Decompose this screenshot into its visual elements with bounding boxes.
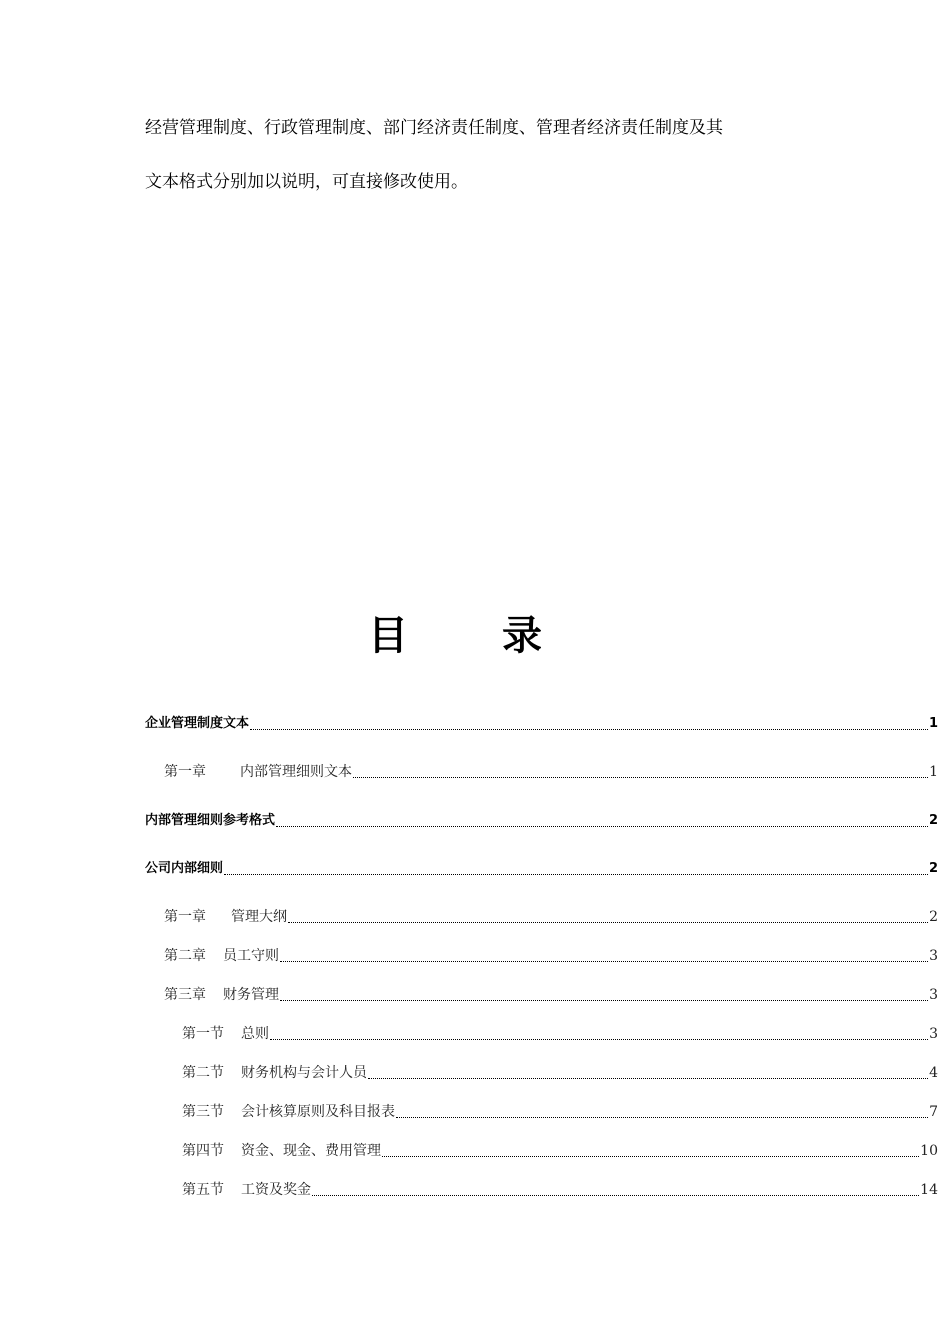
toc-entry[interactable] xyxy=(145,809,938,833)
toc-entry-number: 第三节 xyxy=(182,1104,224,1120)
toc-leader-dots xyxy=(312,1194,919,1196)
toc-entry-number: 第二章 xyxy=(164,948,206,964)
toc-entry-page: 4 xyxy=(929,1065,938,1081)
toc-entry[interactable] xyxy=(145,1022,938,1046)
toc-entry[interactable] xyxy=(145,905,938,929)
toc-entry-page: 3 xyxy=(929,1026,938,1042)
toc-entry-number: 第四节 xyxy=(182,1143,224,1159)
toc-entry-label: 内部管理细则参考格式 xyxy=(145,813,276,828)
toc-title: 目 录 xyxy=(368,612,582,659)
toc-entry[interactable] xyxy=(145,1061,938,1085)
toc-entry[interactable] xyxy=(145,857,938,881)
toc-entry-label: 财务机构与会计人员 xyxy=(241,1065,367,1081)
toc-entry[interactable] xyxy=(145,944,938,968)
toc-entry-label: 管理大纲 xyxy=(231,909,287,925)
table-of-contents xyxy=(145,708,938,1202)
toc-leader-dots xyxy=(276,825,928,827)
toc-entry-page: 7 xyxy=(929,1104,938,1120)
toc-entry-number: 第一章 xyxy=(164,764,206,780)
toc-entry-label: 内部管理细则文本 xyxy=(240,764,352,780)
toc-leader-dots xyxy=(353,776,928,778)
toc-entry[interactable] xyxy=(145,1100,938,1124)
toc-entry-page: 10 xyxy=(920,1143,938,1159)
toc-entry-page: 1 xyxy=(928,716,938,731)
intro-line-2: 文本格式分别加以说明，可直接修改使用。 xyxy=(145,172,468,192)
toc-entry-label: 会计核算原则及科目报表 xyxy=(241,1104,395,1120)
toc-entry-label: 企业管理制度文本 xyxy=(145,716,250,731)
toc-entry-number: 第二节 xyxy=(182,1065,224,1081)
toc-leader-dots xyxy=(368,1077,928,1079)
toc-leader-dots xyxy=(288,921,928,923)
toc-entry[interactable] xyxy=(145,983,938,1007)
toc-entry-page: 2 xyxy=(928,861,938,876)
toc-leader-dots xyxy=(382,1155,919,1157)
toc-entry-page: 3 xyxy=(929,948,938,964)
toc-entry-label: 工资及奖金 xyxy=(241,1182,311,1198)
toc-leader-dots xyxy=(396,1116,928,1118)
toc-entry-number: 第一节 xyxy=(182,1026,224,1042)
toc-entry-page: 2 xyxy=(928,813,938,828)
toc-entry[interactable] xyxy=(145,1178,938,1202)
toc-entry-page: 1 xyxy=(929,764,938,780)
toc-entry-number: 第一章 xyxy=(164,909,206,925)
toc-entry-label: 财务管理 xyxy=(223,987,279,1003)
toc-entry[interactable] xyxy=(145,760,938,784)
toc-leader-dots xyxy=(280,960,928,962)
toc-entry-label: 公司内部细则 xyxy=(145,861,224,876)
toc-leader-dots xyxy=(224,873,928,875)
toc-entry-label: 员工守则 xyxy=(223,948,279,964)
toc-entry-number: 第五节 xyxy=(182,1182,224,1198)
toc-leader-dots xyxy=(280,999,928,1001)
intro-line-1: 经营管理制度、行政管理制度、部门经济责任制度、管理者经济责任制度及其 xyxy=(145,118,723,138)
toc-entry[interactable] xyxy=(145,712,938,736)
toc-entry-number: 第三章 xyxy=(164,987,206,1003)
toc-entry-label: 资金、现金、费用管理 xyxy=(241,1143,381,1159)
toc-entry-label: 总则 xyxy=(241,1026,269,1042)
toc-entry-page: 2 xyxy=(929,909,938,925)
intro-paragraph xyxy=(145,114,845,222)
toc-leader-dots xyxy=(250,728,928,730)
toc-entry-page: 14 xyxy=(920,1182,938,1198)
toc-leader-dots xyxy=(270,1038,928,1040)
toc-entry[interactable] xyxy=(145,1139,938,1163)
toc-entry-page: 3 xyxy=(929,987,938,1003)
